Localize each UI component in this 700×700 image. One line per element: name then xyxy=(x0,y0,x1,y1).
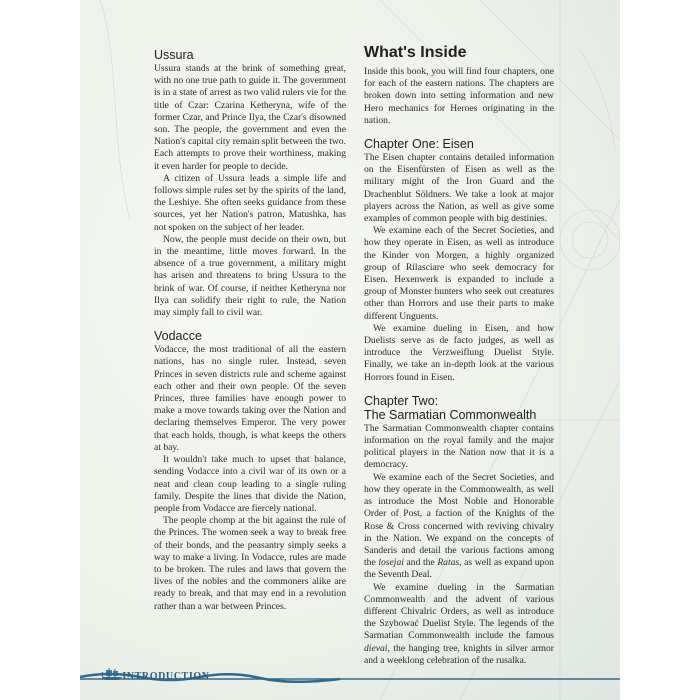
page-footer xyxy=(100,671,210,682)
text-run: We examine dueling in the Sarmatian Commonwealth and the advent of various different Chivalric Orders, as well as introduce the Szybować Duelist Style. The legends of the Sarmatian Commonwealth include the famous xyxy=(364,581,554,642)
section-chapter-one xyxy=(364,137,554,384)
heading-line: Chapter Two: xyxy=(364,393,439,408)
paragraph xyxy=(364,582,554,667)
section-label: INTRODUCTION xyxy=(122,671,210,682)
paragraph: The Sarmatian Commonwealth chapter contains information on the royal family and the major political players in the Nation now that it is a democracy. xyxy=(364,422,554,471)
section-chapter-two xyxy=(364,394,554,667)
section-heading-vodacce: Vodacce xyxy=(154,329,202,344)
book-page xyxy=(80,0,620,700)
italic-term: dievai xyxy=(364,642,388,654)
paragraph: We examine each of the Secret Societies, and how they operate in Eisen, as well as introduce the Kinder von Morgen, a highly organized group of Rilasciare who seek democracy for Eisen. Hexenwerk is expanded to include a group of Monster hunters who seek out creatures other than Horrors and use their parts to make different Unguents. xyxy=(364,225,554,322)
italic-term: Ratas xyxy=(437,557,460,569)
right-column xyxy=(364,44,554,667)
left-column xyxy=(154,48,346,613)
paragraph: Inside this book, you will find four chapters, one for each of the eastern nations. The chapters are broken down into setting information and new Hero mechanics for Heroes originating in the nation. xyxy=(364,66,554,126)
section-heading-ussura: Ussura xyxy=(154,48,194,62)
page-number: 12 xyxy=(100,671,112,682)
paragraph: The Eisen chapter contains detailed information on the Eisenfürsten of Eisen as well as the military might of the Iron Guard and the Drachenblut Söldners. We take a look at major players across the Nation, as well as give some examples of common people with big destinies. xyxy=(364,152,554,225)
text-run: and the xyxy=(403,557,438,569)
italic-term: losejai xyxy=(378,557,404,569)
text-run: We examine each of the Secret Societies, and how they operate in the Commonwealth, as well as introduce the Most Noble and Honorable Order of Post, a faction of the Knights of the Rose & Cross concerned with reviving chivalry in the Nation. We expand on the concepts of Sanderis and detail the various factions among the xyxy=(364,471,554,569)
paragraph: Now, the people must decide on their own, but in the meantime, little moves forward. In the absence of a true government, a military might has arisen and threatens to bring Ussura to the brink of war. Of course, if neither Ketheryna nor Ilya can solidify their right to rule, the Nation may simply fall to civil war. xyxy=(154,233,346,319)
text-run: , as well as expand upon the Seventh Deal. xyxy=(364,557,554,581)
paragraph xyxy=(364,472,554,582)
text-run: , the hanging tree, knights in silver armor and a weeklong celebration of the rusalka. xyxy=(364,642,554,666)
section-heading-whats-inside: What's Inside xyxy=(364,44,467,61)
paragraph: It wouldn't take much to upset that balance, sending Vodacce into a civil war of its own or a neat and clean coup leading to a single ruling family. Despite the lines that divide the Nation, people from Vodacce are fiercely national. xyxy=(154,454,346,514)
paragraph: We examine dueling in Eisen, and how Duelists serve as de facto judges, as well as introduce the Verzweiflung Duelist Style. Finally, we take an in-depth look at the various Horrors found in Eisen. xyxy=(364,322,554,383)
paragraph: Vodacce, the most traditional of all the eastern nations, has no single ruler. Instead, seven Princes in seven districts rule and scheme against each other and their own people. Of the seven Princes, three families have enough power to make a move towards taking over the Nation and declaring themselves Emperor. The very power that each holds, though, is what keeps the others at bay. xyxy=(154,344,346,453)
paragraph: A citizen of Ussura leads a simple life and follows simple rules set by the spirits of the land, the Leshiye. She often seeks guidance from these sources, yet her Nation's patron, Matushka, has not spoken on the subject of her leader. xyxy=(154,172,346,233)
section-vodacce xyxy=(154,329,346,612)
paragraph: Ussura stands at the brink of something great, with no one true path to guide it. The government is in a state of arrest as two valid rulers vie for the title of Czar: Czarina Ketheryna, wife of the former Czar, and Prince Ilya, the Czar's disowned son. The people, the government and even the Nation's capital city remain split between the two. Each attempts to prove their worthiness, making it even harder for people to decide. xyxy=(154,63,346,172)
section-heading-chapter-one: Chapter One: Eisen xyxy=(364,137,474,152)
paragraph: The people chomp at the bit against the rule of the Princes. The women seek a way to break free of their bonds, and the peasantry simply seeks a way to make a living. In Vodacce, rules are made to be broken. The rules and laws that govern the lives of the nobles and the commoners alike are ready to break, and that may end in a revolution rather than a war between Princes. xyxy=(154,515,346,612)
heading-line: The Sarmatian Commonwealth xyxy=(364,407,537,422)
section-heading-chapter-two xyxy=(364,394,554,422)
